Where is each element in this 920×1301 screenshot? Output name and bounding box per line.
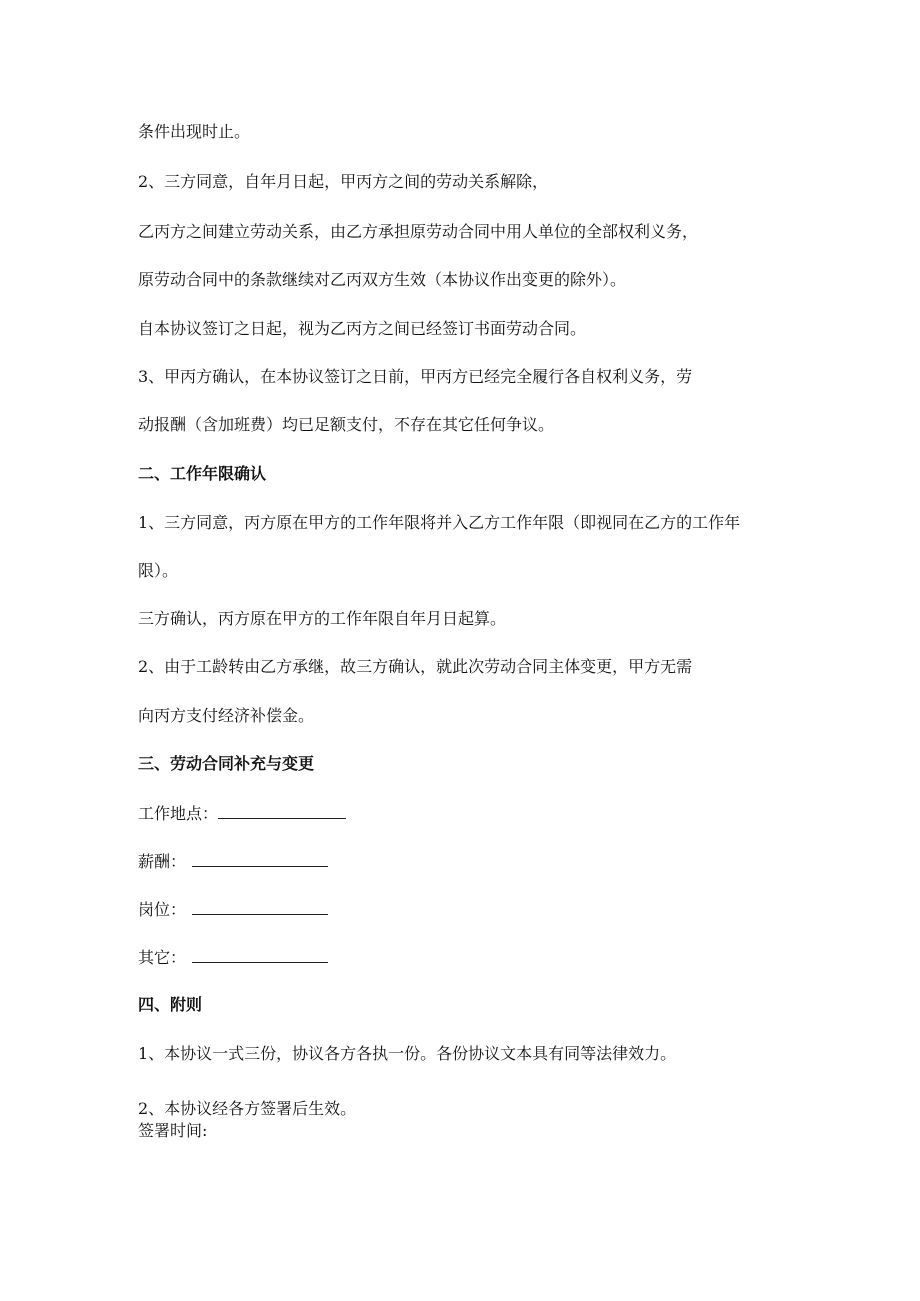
- field-label: 其它：: [138, 948, 187, 967]
- paragraph-line: 三方确认，丙方原在甲方的工作年限自年月日起算。: [138, 609, 507, 628]
- paragraph-line: 自本协议签订之日起，视为乙丙方之间已经签订书面劳动合同。: [138, 319, 587, 338]
- paragraph-line: 向丙方支付经济补偿金。: [138, 706, 315, 725]
- paragraph-line: 条件出现时止。: [138, 122, 251, 141]
- paragraph-line: 1、三方同意，丙方原在甲方的工作年限将并入乙方工作年限（即视同在乙方的工作年: [138, 513, 741, 532]
- paragraph-line: 2、本协议经各方签署后生效。: [138, 1099, 357, 1118]
- paragraph-line: 乙丙方之间建立劳动关系，由乙方承担原劳动合同中用人单位的全部权利义务，: [138, 222, 699, 241]
- paragraph-line: 2、由于工龄转由乙方承继，故三方确认，就此次劳动合同主体变更，甲方无需: [138, 657, 693, 676]
- field-label: 岗位：: [138, 900, 187, 919]
- field-blank-other[interactable]: [192, 947, 328, 963]
- paragraph-line: 原劳动合同中的条款继续对乙丙双方生效（本协议作出变更的除外）。: [138, 270, 627, 289]
- paragraph-line: 3、甲丙方确认，在本协议签订之日前，甲丙方已经完全履行各自权利义务，劳: [138, 367, 693, 386]
- paragraph-line: 限）。: [138, 561, 179, 580]
- section-heading-work-years: 二、工作年限确认: [138, 464, 267, 483]
- field-blank-work-location[interactable]: [218, 803, 346, 819]
- field-label: 薪酬：: [138, 852, 187, 871]
- sign-time-label: 签署时间:: [138, 1121, 208, 1140]
- field-blank-salary[interactable]: [192, 851, 328, 867]
- paragraph-line: 1、本协议一式三份，协议各方各执一份。各份协议文本具有同等法律效力。: [138, 1044, 677, 1063]
- paragraph-line: 2、三方同意，自年月日起，甲丙方之间的劳动关系解除，: [138, 172, 549, 191]
- field-label: 工作地点：: [138, 804, 219, 823]
- field-blank-position[interactable]: [192, 899, 328, 915]
- field-other: [138, 947, 328, 968]
- section-heading-appendix: 四、附则: [138, 995, 203, 1014]
- field-work-location: [138, 803, 346, 824]
- field-position: [138, 899, 328, 920]
- paragraph-line: 动报酬（含加班费）均已足额支付，不存在其它任何争议。: [138, 415, 555, 434]
- section-heading-contract-changes: 三、劳动合同补充与变更: [138, 754, 315, 773]
- field-salary: [138, 851, 328, 872]
